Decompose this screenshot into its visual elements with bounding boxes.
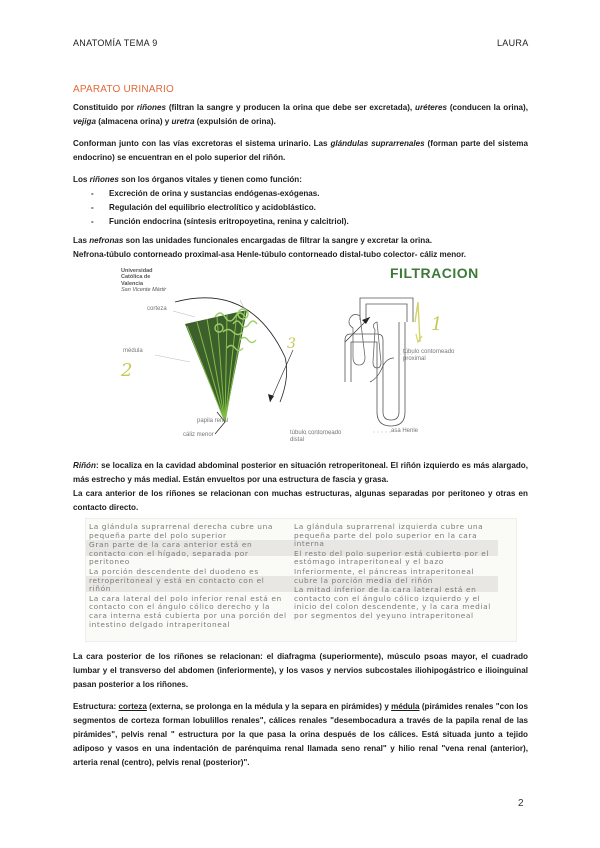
paragraph-kidney-functions bbox=[73, 173, 528, 229]
label-tcp: túbulo contorneado proximal bbox=[403, 349, 455, 362]
term-kidneys: riñones bbox=[89, 175, 119, 184]
list-item: - Función endocrina (síntesis eritropoyetina, renina y calcitriol). bbox=[73, 215, 528, 229]
text: (conducen la orina), bbox=[446, 103, 528, 112]
text: (filtran la sangre y producen la orina que debe ser excretada), bbox=[165, 103, 416, 112]
text: Conforman junto con las vías excretoras el sistema urinario. Las bbox=[73, 139, 331, 148]
text: (expulsión de orina). bbox=[194, 117, 276, 126]
text: (forman parte del sistema endocrino) se encuentran en el polo superior del riñón. bbox=[73, 139, 528, 162]
term-nephrons: nefronas bbox=[89, 236, 124, 245]
text: son las unidades funcionales encargadas de filtrar la sangre y excretar la orina. bbox=[123, 236, 432, 245]
text: son los órganos vitales y tienen como función: bbox=[118, 175, 302, 184]
filtration-figure bbox=[115, 262, 490, 447]
list-item: - Regulación del equilibrio electrolítico y acidoblástico. bbox=[73, 201, 528, 215]
text: Constituido por bbox=[73, 103, 137, 112]
term-kidney: Riñón bbox=[73, 461, 96, 470]
renal-pyramid bbox=[185, 310, 247, 422]
label-cortex: corteza bbox=[147, 306, 167, 312]
text: La cara anterior de los riñones se relacionan con muchas estructuras, algunas separadas por peritoneo y otras en contacto directo. bbox=[73, 489, 528, 512]
table-cell: La porción descendente del duodeno es retroperitoneal y está en contacto con el riñón bbox=[89, 566, 265, 594]
term-cortex: corteza bbox=[118, 702, 147, 711]
function-list bbox=[73, 187, 528, 229]
text: (externa, se prolonga en la médula y la separa en pirámides) y bbox=[146, 702, 392, 711]
figure-title: FILTRACION bbox=[390, 265, 479, 281]
paragraph-urinary-system bbox=[73, 101, 528, 129]
term-bladder: vejiga bbox=[73, 117, 96, 126]
text: Los bbox=[73, 175, 90, 184]
text: : se localiza en la cavidad abdominal posterior en situación retroperitoneal. El riñón izquierdo es más alargado, más estrecho y más medial. Están envueltos por una estructura de fascia y grasa. bbox=[73, 461, 528, 484]
paragraph-posterior-relations bbox=[73, 650, 528, 692]
table-cell: Gran parte de la cara anterior está en contacto con el hígado, separada por peritoneo bbox=[89, 540, 253, 567]
label-tcd: túbulo contorneado distal bbox=[290, 430, 342, 443]
table-cell: Inferiormente, el páncreas intraperitoneal cubre la porción media del riñón bbox=[294, 566, 475, 585]
text: Las bbox=[73, 236, 90, 245]
table-cell: La glándula suprarrenal derecha cubre una pequeña parte del polo superior bbox=[89, 522, 273, 540]
header-course-title: ANATOMÍA TEMA 9 bbox=[73, 38, 158, 48]
nephron-path: Nefrona-túbulo contorneado proximal-asa Henle-túbulo contorneado distal-tubo colector- cáliz menor. bbox=[73, 250, 467, 259]
paragraph-excretory bbox=[73, 137, 528, 165]
list-item: - Excreción de orina y sustancias endógenas-exógenas. bbox=[73, 187, 528, 201]
table-cell: La cara lateral del polo inferior renal está en contacto con el ángulo cólico derecho y la cara interna está cubierta por una porción del intestino delgado intraperitoneal bbox=[89, 593, 287, 629]
label-henle: asa Henle bbox=[391, 428, 419, 434]
table-cell: La glándula suprarrenal izquierda cubre una pequeña parte del polo superior en la cara interna bbox=[294, 522, 484, 549]
term-adrenal-glands: glándulas suprarrenales bbox=[330, 139, 425, 148]
handwritten-3: 3 bbox=[287, 336, 296, 352]
handwritten-2: 2 bbox=[121, 360, 133, 381]
paragraph-structure bbox=[73, 700, 528, 770]
left-kidney-relations bbox=[294, 523, 492, 622]
table-cell: El resto del polo superior está cubierto por el estómago intraperitoneal y el bazo bbox=[294, 548, 490, 567]
paragraph-nephrons bbox=[73, 234, 528, 262]
term-kidneys: riñones bbox=[136, 103, 166, 112]
right-kidney-relations bbox=[89, 523, 287, 630]
header-author: LAURA bbox=[497, 38, 529, 48]
text: (pirámides renales "con los segmentos de corteza forman lobulillos renales", cálices renales "desembocadura a través de la papila renal de las pirámides", pelvis renal " estructura por la que pasa la orina después de los cálices. Está situada junto a tejido adiposo y vasos en una indentación de parénquima renal llamada seno renal" y hilio renal "vena renal (anterior), arteria renal (centro), pelvis renal (posterior)". bbox=[73, 702, 528, 767]
label-minor-calyx: cáliz menor bbox=[183, 432, 214, 438]
text: Estructura: bbox=[73, 702, 119, 711]
anterior-relations-table bbox=[85, 518, 517, 642]
handwritten-1: 1 bbox=[431, 314, 443, 335]
text: (almacena orina) y bbox=[95, 117, 172, 126]
label-medulla: médula bbox=[123, 348, 143, 354]
page-number: 2 bbox=[518, 798, 524, 809]
label-papilla: papila renal bbox=[197, 418, 229, 424]
table-cell: La mitad inferior de la cara lateral está en contacto con el ángulo cólico izquierdo y el inicio del colon descendente, y la cara medial por segmentos del yeyuno intraperitoneal bbox=[294, 585, 491, 620]
text: La cara posterior de los riñones se relacionan: el diafragma (superiormente), músculo psoas mayor, el cuadrado lumbar y el transverso del abdomen (inferiormente), y los vasos y nervios subcostales iliohipogástrico e ilioinguinal pasan posterior a los riñones. bbox=[73, 652, 528, 689]
university-logo: Universidad Católica de Valencia San Vicente Mártir bbox=[121, 268, 167, 293]
term-urethra: uretra bbox=[171, 117, 195, 126]
paragraph-kidney-location bbox=[73, 459, 528, 515]
term-ureters: uréteres bbox=[415, 103, 447, 112]
section-title: APARATO URINARIO bbox=[73, 84, 174, 95]
term-medulla: médula bbox=[391, 702, 420, 711]
